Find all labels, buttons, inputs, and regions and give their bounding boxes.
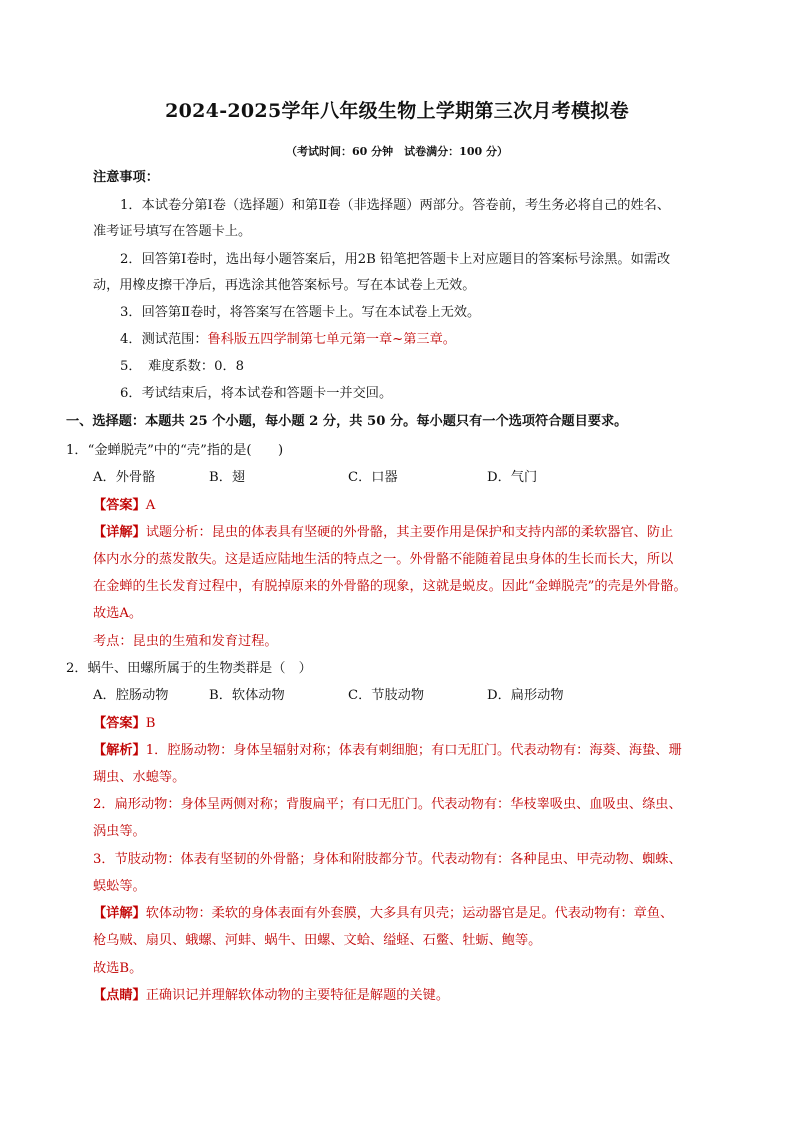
q2-answer [93,715,155,733]
notice-heading: 注意事项： [93,170,159,185]
q1-answer [93,497,155,515]
page-title: 2024-2025学年八年级生物上学期第三次月考模拟卷 [165,100,629,122]
notice-line-1a: 1．本试卷分第Ⅰ卷（选择题）和第Ⅱ卷（非选择题）两部分。答卷前，考生务必将自己的姓名、 [120,198,671,213]
q1-detail-line-1 [93,524,673,542]
q2-detail-line-2: 枪乌贼、扇贝、蛾螺、河蚌、蜗牛、田螺、文蛤、缢蛏、石鳖、牡蛎、鲍等。 [93,933,542,948]
notice-line-3: 3．回答第Ⅱ卷时，将答案写在答题卡上。写在本试卷上无效。 [120,305,481,320]
q1-detail-line-2: 体内水分的蒸发散失。这是适应陆地生活的特点之一。外骨骼不能随着昆虫身体的生长而长大，所以 [93,552,674,567]
q1-detail-line-4: 故选A。 [93,606,143,621]
answer-tag: 【答案】 [93,716,146,731]
scope-value: 鲁科版五四学制第七单元第一章~第三章。 [207,332,456,347]
analysis-tag: 【解析】 [93,743,146,758]
detail-tag: 【详解】 [93,906,146,921]
q1-option-d: D．气门 [487,470,538,485]
q2-tip [93,987,449,1005]
q2-analysis-line-4: 涡虫等。 [93,824,146,839]
q1-kaodian: 考点：昆虫的生殖和发育过程。 [93,634,278,649]
answer-value: B [145,716,156,731]
q2-option-c: C．节肢动物 [348,688,425,703]
scope-label: 4．测试范围： [120,332,208,347]
q2-detail-line-3: 故选B。 [93,961,143,976]
notice-line-2b: 动，用橡皮擦干净后，再选涂其他答案标号。写在本试卷上无效。 [93,278,476,293]
exam-info: （考试时间：60 分钟 试卷满分：100 分） [286,145,508,158]
analysis-text: 1．腔肠动物：身体呈辐射对称；体表有刺细胞；有口无肛门。代表动物有：海葵、海蛰、珊 [145,743,682,758]
notice-line-6: 6．考试结束后，将本试卷和答题卡一并交回。 [120,386,393,401]
q2-option-b: B．软体动物 [209,688,285,703]
section-heading: 一、选择题：本题共 25 个小题，每小题 2 分，共 50 分。每小题只有一个选项符合题目要求。 [66,414,628,429]
q2-analysis-line-1 [93,742,682,760]
notice-line-1b: 准考证号填写在答题卡上。 [93,224,252,239]
question-2-stem: 2．蜗牛、田螺所属于的生物类群是（ ） [66,661,312,676]
q1-option-a: A．外骨骼 [93,470,156,485]
q2-analysis-line-3: 2．扁形动物：身体呈两侧对称；背腹扁平；有口无肛门。代表动物有：华枝睾吸虫、血吸虫、绦虫、 [93,797,682,812]
detail-tag: 【详解】 [93,525,146,540]
q2-analysis-line-5: 3．节肢动物：体表有坚韧的外骨骼；身体和附肢都分节。代表动物有：各种昆虫、甲壳动物、蜘蛛、 [93,852,682,867]
answer-value: A [145,498,156,513]
q2-option-d: D．扁形动物 [487,688,564,703]
detail-text: 试题分析：昆虫的体表具有坚硬的外骨骼，其主要作用是保护和支持内部的柔软器官、防止 [145,525,674,540]
q2-analysis-line-6: 蜈蚣等。 [93,879,146,894]
notice-line-5: 5． 难度系数：0．8 [120,359,245,374]
q1-option-c: C．口器 [348,470,398,485]
tip-text: 正确识记并理解软体动物的主要特征是解题的关键。 [145,988,450,1003]
q2-analysis-line-2: 瑚虫、水螅等。 [93,770,186,785]
q1-detail-line-3: 在金蝉的生长发育过程中，有脱掉原来的外骨骼的现象，这就是蜕皮。因此“金蝉脱壳”的壳是外骨骼。 [93,579,687,594]
tip-tag: 【点睛】 [93,988,146,1003]
question-1-stem: 1．“金蝉脱壳”中的“壳”指的是( ) [66,443,284,458]
notice-line-2a: 2．回答第Ⅰ卷时，选出每小题答案后，用2B 铅笔把答题卡上对应题目的答案标号涂黑。如需改 [120,252,671,267]
notice-line-4 [120,331,456,349]
q2-option-a: A．腔肠动物 [93,688,169,703]
q1-option-b: B．翅 [209,470,246,485]
detail-text: 软体动物：柔软的身体表面有外套膜，大多具有贝壳；运动器官是足。代表动物有：章鱼、 [145,906,674,921]
answer-tag: 【答案】 [93,498,146,513]
q2-detail-line-1 [93,905,673,923]
